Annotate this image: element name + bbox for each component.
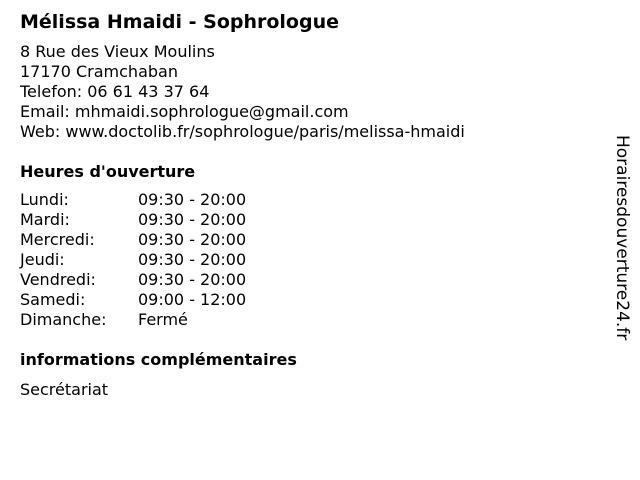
hours-time: Fermé [138, 310, 188, 329]
extra-info-text: Secrétariat [20, 380, 109, 399]
hours-day: Samedi: [20, 290, 86, 309]
site-watermark [612, 135, 636, 375]
hours-time: 09:30 - 20:00 [138, 230, 247, 249]
hours-day: Dimanche: [20, 310, 107, 329]
hours-time: 09:00 - 12:00 [138, 290, 247, 309]
extra-info-heading: informations complémentaires [20, 350, 297, 369]
hours-row [20, 210, 600, 230]
hours-row [20, 290, 600, 310]
hours-time: 09:30 - 20:00 [138, 190, 247, 209]
hours-day: Jeudi: [20, 250, 65, 269]
hours-day: Mardi: [20, 210, 70, 229]
watermark-text: Horairesdouverture24.fr [612, 135, 632, 341]
phone-line: Telefon: 06 61 43 37 64 [20, 82, 210, 101]
business-card [20, 10, 600, 400]
hours-table [20, 190, 600, 330]
email-line: Email: mhmaidi.sophrologue@gmail.com [20, 102, 349, 121]
hours-day: Mercredi: [20, 230, 95, 249]
business-name: Mélissa Hmaidi - Sophrologue [20, 11, 340, 33]
hours-time: 09:30 - 20:00 [138, 250, 247, 269]
hours-time: 09:30 - 20:00 [138, 270, 247, 289]
address-city: 17170 Cramchaban [20, 62, 178, 81]
hours-row [20, 230, 600, 250]
hours-day: Lundi: [20, 190, 69, 209]
hours-heading: Heures d'ouverture [20, 162, 196, 181]
hours-row [20, 190, 600, 210]
hours-time: 09:30 - 20:00 [138, 210, 247, 229]
hours-row [20, 270, 600, 290]
hours-day: Vendredi: [20, 270, 96, 289]
hours-row [20, 310, 600, 330]
address-street: 8 Rue des Vieux Moulins [20, 42, 215, 61]
hours-row [20, 250, 600, 270]
web-line: Web: www.doctolib.fr/sophrologue/paris/melissa-hmaidi [20, 122, 465, 141]
